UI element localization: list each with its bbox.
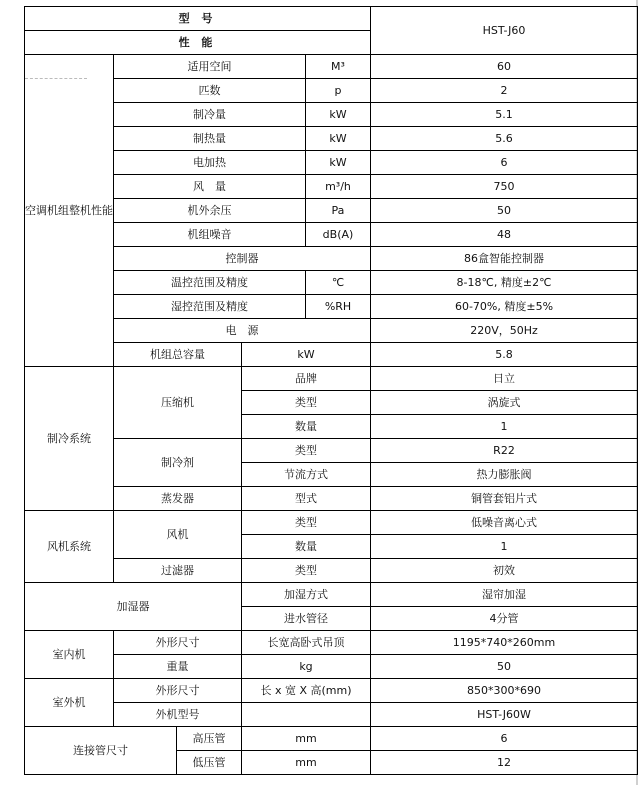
param-label: 机外余压 bbox=[114, 199, 306, 223]
param-unit: kg bbox=[242, 655, 371, 679]
header-row-model bbox=[25, 7, 638, 31]
model-value: HST-J60 bbox=[371, 7, 638, 55]
controller-label: 控制器 bbox=[114, 247, 371, 271]
param-value: 50 bbox=[371, 655, 638, 679]
param-unit: mm bbox=[242, 751, 371, 775]
table-row bbox=[25, 703, 638, 727]
param-label: 外形尺寸 bbox=[114, 679, 242, 703]
fan-label: 风机 bbox=[114, 511, 242, 559]
param-unit: kW bbox=[306, 151, 371, 175]
param-unit: dB(A) bbox=[306, 223, 371, 247]
compressor-label: 压缩机 bbox=[114, 367, 242, 439]
temp-control-label: 温控范围及精度 bbox=[114, 271, 306, 295]
param-label: 加湿方式 bbox=[242, 583, 371, 607]
table-row bbox=[25, 655, 638, 679]
param-value: 750 bbox=[371, 175, 638, 199]
humidifier-label: 加湿器 bbox=[25, 583, 242, 631]
param-value: 6 bbox=[371, 151, 638, 175]
table-row bbox=[25, 55, 638, 79]
group-indoor-unit: 室内机 bbox=[25, 631, 114, 679]
temp-control-unit: ℃ bbox=[306, 271, 371, 295]
table-row bbox=[25, 727, 638, 751]
param-unit: Pa bbox=[306, 199, 371, 223]
param-label: 制热量 bbox=[114, 127, 306, 151]
param-label: 外形尺寸 bbox=[114, 631, 242, 655]
table-row bbox=[25, 343, 638, 367]
humidity-control-value: 60-70%, 精度±5% bbox=[371, 295, 638, 319]
table-row bbox=[25, 223, 638, 247]
table-row bbox=[25, 439, 638, 463]
dashed-guide-line bbox=[25, 78, 87, 79]
param-label: 类型 bbox=[242, 511, 371, 535]
group-fan-system: 风机系统 bbox=[25, 511, 114, 583]
param-unit: kW bbox=[306, 103, 371, 127]
param-label: 数量 bbox=[242, 535, 371, 559]
param-value: 低噪音离心式 bbox=[371, 511, 638, 535]
param-label: 类型 bbox=[242, 391, 371, 415]
param-label: 风 量 bbox=[114, 175, 306, 199]
performance-label: 性 能 bbox=[25, 31, 371, 55]
param-label: 外机型号 bbox=[114, 703, 242, 727]
table-row bbox=[25, 559, 638, 583]
table-row bbox=[25, 175, 638, 199]
table-row bbox=[25, 247, 638, 271]
param-value: 60 bbox=[371, 55, 638, 79]
param-unit: kW bbox=[306, 127, 371, 151]
param-label: 重量 bbox=[114, 655, 242, 679]
table-row bbox=[25, 583, 638, 607]
param-unit: 长宽高卧式吊顶 bbox=[242, 631, 371, 655]
table-row bbox=[25, 487, 638, 511]
spec-table bbox=[24, 6, 638, 775]
power-supply-label: 电 源 bbox=[114, 319, 371, 343]
param-value: 1195*740*260mm bbox=[371, 631, 638, 655]
table-row bbox=[25, 319, 638, 343]
table-row bbox=[25, 79, 638, 103]
param-label: 低压管 bbox=[177, 751, 242, 775]
param-value: 48 bbox=[371, 223, 638, 247]
param-value: 湿帘加湿 bbox=[371, 583, 638, 607]
total-capacity-label: 机组总容量 bbox=[114, 343, 242, 367]
evaporator-label: 蒸发器 bbox=[114, 487, 242, 511]
param-unit: 长 x 宽 X 高(mm) bbox=[242, 679, 371, 703]
refrigerant-label: 制冷剂 bbox=[114, 439, 242, 487]
param-value: 5.1 bbox=[371, 103, 638, 127]
param-value: 涡旋式 bbox=[371, 391, 638, 415]
pipe-size-label: 连接管尺寸 bbox=[25, 727, 177, 775]
param-label: 匹数 bbox=[114, 79, 306, 103]
param-value: 热力膨胀阀 bbox=[371, 463, 638, 487]
humidity-control-unit: %RH bbox=[306, 295, 371, 319]
param-value: 50 bbox=[371, 199, 638, 223]
param-label: 电加热 bbox=[114, 151, 306, 175]
param-value: 5.6 bbox=[371, 127, 638, 151]
param-value: R22 bbox=[371, 439, 638, 463]
power-supply-value: 220V，50Hz bbox=[371, 319, 638, 343]
temp-control-value: 8-18℃, 精度±2℃ bbox=[371, 271, 638, 295]
param-value: 1 bbox=[371, 535, 638, 559]
total-capacity-unit: kW bbox=[242, 343, 371, 367]
param-value: 6 bbox=[371, 727, 638, 751]
table-row bbox=[25, 199, 638, 223]
table-row bbox=[25, 103, 638, 127]
filter-label: 过滤器 bbox=[114, 559, 242, 583]
param-value: 1 bbox=[371, 415, 638, 439]
param-label: 类型 bbox=[242, 559, 371, 583]
param-unit: M³ bbox=[306, 55, 371, 79]
table-row bbox=[25, 127, 638, 151]
param-value: 12 bbox=[371, 751, 638, 775]
table-row bbox=[25, 511, 638, 535]
group-refrigeration: 制冷系统 bbox=[25, 367, 114, 511]
table-row bbox=[25, 367, 638, 391]
table-row bbox=[25, 679, 638, 703]
param-value: 日立 bbox=[371, 367, 638, 391]
param-label: 适用空间 bbox=[114, 55, 306, 79]
param-unit: m³/h bbox=[306, 175, 371, 199]
group-unit-performance: 空调机组整机性能 bbox=[25, 55, 114, 367]
humidity-control-label: 湿控范围及精度 bbox=[114, 295, 306, 319]
param-value: 2 bbox=[371, 79, 638, 103]
param-unit: mm bbox=[242, 727, 371, 751]
table-row bbox=[25, 271, 638, 295]
table-row bbox=[25, 631, 638, 655]
param-label: 数量 bbox=[242, 415, 371, 439]
param-value: 铜管套铝片式 bbox=[371, 487, 638, 511]
param-label: 进水管径 bbox=[242, 607, 371, 631]
param-value: 850*300*690 bbox=[371, 679, 638, 703]
table-row bbox=[25, 151, 638, 175]
param-label: 类型 bbox=[242, 439, 371, 463]
total-capacity-value: 5.8 bbox=[371, 343, 638, 367]
param-label: 机组噪音 bbox=[114, 223, 306, 247]
group-outdoor-unit: 室外机 bbox=[25, 679, 114, 727]
controller-value: 86盒智能控制器 bbox=[371, 247, 638, 271]
param-label: 高压管 bbox=[177, 727, 242, 751]
param-unit: p bbox=[306, 79, 371, 103]
table-row bbox=[25, 295, 638, 319]
param-label: 制冷量 bbox=[114, 103, 306, 127]
param-value: HST-J60W bbox=[371, 703, 638, 727]
model-label: 型 号 bbox=[25, 7, 371, 31]
param-label: 节流方式 bbox=[242, 463, 371, 487]
param-value: 4分管 bbox=[371, 607, 638, 631]
param-label: 型式 bbox=[242, 487, 371, 511]
param-label: 品牌 bbox=[242, 367, 371, 391]
param-unit bbox=[242, 703, 371, 727]
param-value: 初效 bbox=[371, 559, 638, 583]
